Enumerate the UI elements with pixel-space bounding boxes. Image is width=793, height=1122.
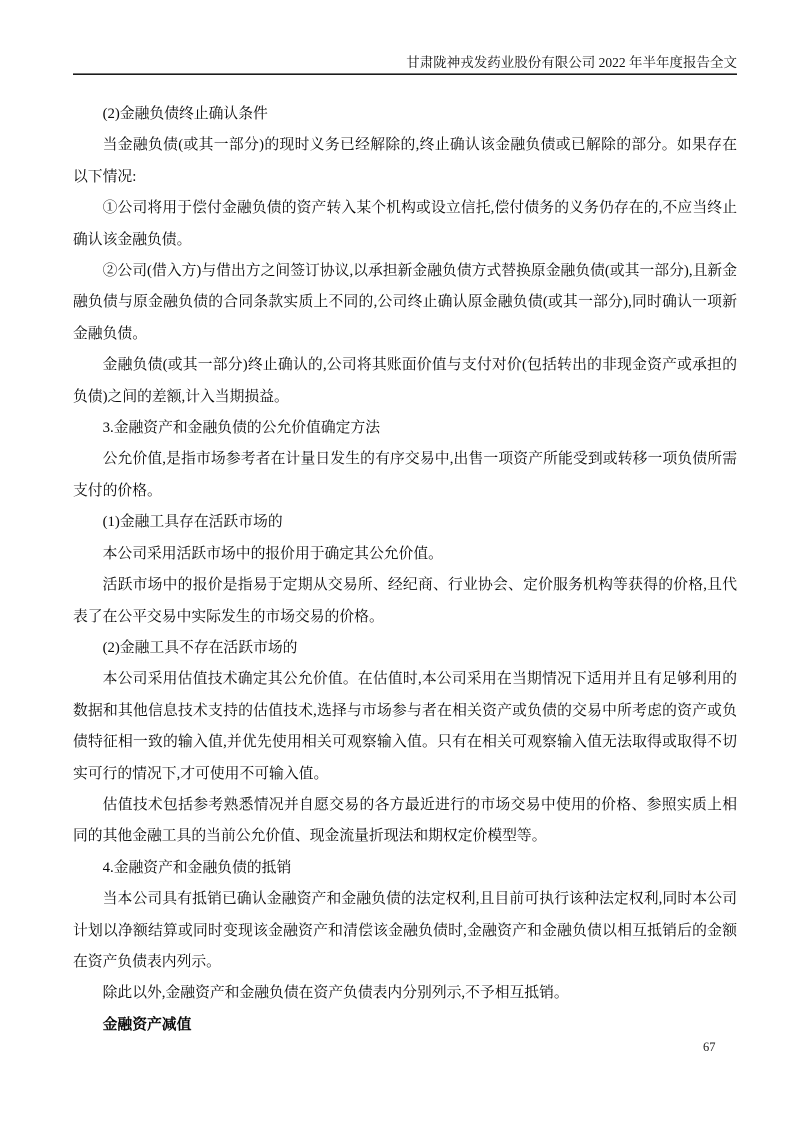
paragraph: (2)金融工具不存在活跃市场的 [102, 639, 298, 656]
paragraph: 本公司采用估值技术确定其公允价值。在估值时,本公司采用在当期情况下适用并且有足够利用的数据和其他信息技术支持的估值技术,选择与市场参与者在相关资产或负债的交易中所考虑的资产或负债特征相一致的输入值,并优先使用相关可观察输入值。只有在相关可观察输入值无法取得或取得不切实可行的情况下,才可使用不可输入值。 [73, 671, 737, 782]
paragraph: 当金融负债(或其一部分)的现时义务已经解除的,终止确认该金融负债或已解除的部分。如果存在以下情况: [73, 137, 737, 185]
paragraph: ②公司(借入方)与借出方之间签订协议,以承担新金融负债方式替换原金融负债(或其一部分),且新金融负债与原金融负债的合同条款实质上不同的,公司终止确认原金融负债(或其一部分),同时确认一项新金融负债。 [73, 263, 737, 342]
paragraph: 金融负债(或其一部分)终止确认的,公司将其账面价值与支付对价(包括转出的非现金资产或承担的负债)之间的差额,计入当期损益。 [73, 357, 737, 405]
paragraph: 公允价值,是指市场参考者在计量日发生的有序交易中,出售一项资产所能受到或转移一项负债所需支付的价格。 [73, 451, 737, 499]
paragraph: 4.金融资产和金融负债的抵销 [102, 859, 292, 876]
paragraph: 除此以外,金融资产和金融负债在资产负债表内分别列示,不予相互抵销。 [102, 985, 569, 1002]
paragraph: (2)金融负债终止确认条件 [102, 106, 268, 122]
document-body [73, 99, 737, 1041]
page-number: 67 [703, 1040, 716, 1054]
paragraph: 当本公司具有抵销已确认金融资产和金融负债的法定权利,且目前可执行该种法定权利,同时本公司计划以净额结算或同时变现该金融资产和清偿该金融负债时,金融资产和金融负债以相互抵销后的金额在资产负债表内列示。 [73, 891, 737, 970]
paragraph: 本公司采用活跃市场中的报价用于确定其公允价值。 [102, 545, 443, 562]
section-heading: 金融资产减值 [102, 1016, 192, 1033]
header-divider [73, 73, 737, 75]
paragraph: ①公司将用于偿付金融负债的资产转入某个机构或设立信托,偿付债务的义务仍存在的,不应当终止确认该金融负债。 [73, 200, 737, 248]
header-title: 甘肃陇神戎发药业股份有限公司 2022 年半年度报告全文 [406, 55, 737, 70]
paragraph: 3.金融资产和金融负债的公允价值确定方法 [102, 420, 381, 437]
paragraph: (1)金融工具存在活跃市场的 [102, 514, 283, 531]
paragraph: 估值技术包括参考熟悉情况并自愿交易的各方最近进行的市场交易中使用的价格、参照实质上相同的其他金融工具的当前公允价值、现金流量折现法和期权定价模型等。 [73, 796, 737, 845]
paragraph: 活跃市场中的报价是指易于定期从交易所、经纪商、行业协会、定价服务机构等获得的价格,且代表了在公平交易中实际发生的市场交易的价格。 [73, 577, 737, 625]
